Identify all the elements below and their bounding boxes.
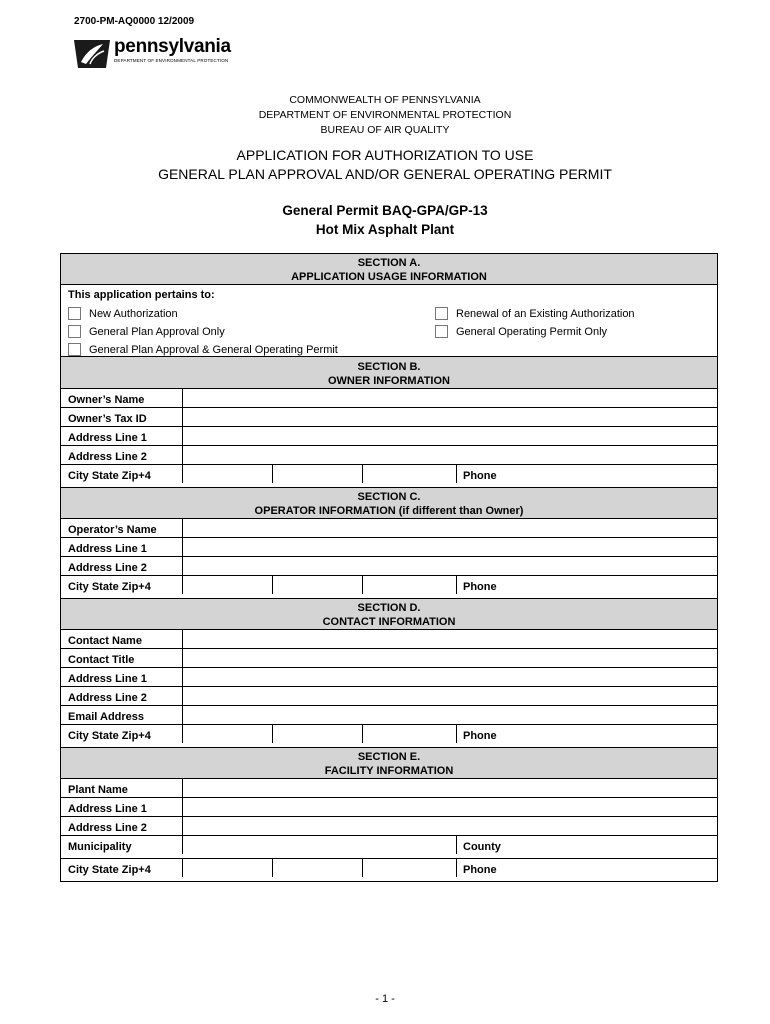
page-number: - 1 -	[375, 993, 395, 1005]
title-line: APPLICATION FOR AUTHORIZATION TO USE	[236, 147, 534, 163]
section-subtitle: APPLICATION USAGE INFORMATION	[291, 271, 487, 283]
form-row	[61, 817, 717, 836]
option-label: General Plan Approval & General Operating Permit	[89, 343, 338, 356]
form-row	[61, 389, 717, 408]
usage-options	[61, 285, 717, 357]
facility-csz-label: City State Zip+4	[61, 859, 183, 877]
municipality-field[interactable]	[183, 836, 457, 854]
option-label: New Authorization	[89, 307, 178, 320]
operator-address1-field[interactable]	[183, 538, 717, 556]
facility-address2-label: Address Line 2	[61, 817, 183, 835]
section-a-header	[61, 254, 717, 285]
facility-city-field[interactable]	[183, 859, 273, 877]
form-row	[61, 408, 717, 427]
operator-csz-label: City State Zip+4	[61, 576, 183, 594]
owner-address2-field[interactable]	[183, 446, 717, 464]
plant-name-label: Plant Name	[61, 779, 183, 797]
form-row	[61, 725, 717, 748]
form-row	[61, 836, 717, 859]
operator-name-field[interactable]	[183, 519, 717, 537]
option-label: Renewal of an Existing Authorization	[456, 307, 635, 320]
operator-state-field[interactable]	[273, 576, 363, 594]
operator-zip-field[interactable]	[363, 576, 457, 594]
municipality-label: Municipality	[61, 836, 183, 854]
contact-address2-field[interactable]	[183, 687, 717, 705]
facility-address1-field[interactable]	[183, 798, 717, 816]
owner-city-field[interactable]	[183, 465, 273, 483]
owner-zip-field[interactable]	[363, 465, 457, 483]
application-form	[60, 253, 718, 882]
agency-line: DEPARTMENT OF ENVIRONMENTAL PROTECTION	[258, 109, 512, 121]
contact-email-label: Email Address	[61, 706, 183, 724]
section-subtitle: OPERATOR INFORMATION (if different than Owner)	[254, 505, 524, 517]
subtitle-line: Hot Mix Asphalt Plant	[315, 222, 455, 237]
option-renewal[interactable]	[435, 307, 635, 320]
section-subtitle: CONTACT INFORMATION	[322, 616, 456, 628]
form-row	[61, 687, 717, 706]
section-title: SECTION D.	[357, 602, 421, 614]
contact-address1-field[interactable]	[183, 668, 717, 686]
form-row	[61, 446, 717, 465]
checkbox[interactable]	[68, 325, 81, 338]
plant-name-field[interactable]	[183, 779, 717, 797]
facility-address1-label: Address Line 1	[61, 798, 183, 816]
operator-address2-field[interactable]	[183, 557, 717, 575]
contact-title-field[interactable]	[183, 649, 717, 667]
owner-address1-field[interactable]	[183, 427, 717, 445]
facility-phone-label: Phone	[463, 864, 497, 876]
county-label: County	[463, 841, 501, 853]
checkbox[interactable]	[68, 307, 81, 320]
operator-city-field[interactable]	[183, 576, 273, 594]
owner-csz-label: City State Zip+4	[61, 465, 183, 483]
form-subtitle	[0, 201, 770, 239]
form-row	[61, 576, 717, 599]
checkbox[interactable]	[435, 325, 448, 338]
option-both[interactable]	[68, 343, 338, 356]
contact-phone-label: Phone	[463, 730, 497, 742]
pertains-label: This application pertains to:	[68, 289, 215, 301]
agency-line: BUREAU OF AIR QUALITY	[320, 124, 450, 136]
contact-email-field[interactable]	[183, 706, 717, 724]
contact-city-field[interactable]	[183, 725, 273, 743]
option-plan-approval-only[interactable]	[68, 325, 225, 338]
owner-name-label: Owner’s Name	[61, 389, 183, 407]
agency-line: COMMONWEALTH OF PENNSYLVANIA	[289, 94, 481, 106]
form-row	[61, 465, 717, 488]
contact-address2-label: Address Line 2	[61, 687, 183, 705]
section-title: SECTION E.	[357, 751, 421, 763]
owner-address1-label: Address Line 1	[61, 427, 183, 445]
option-operating-permit-only[interactable]	[435, 325, 607, 338]
form-code: 2700-PM-AQ0000 12/2009	[74, 16, 195, 27]
title-line: GENERAL PLAN APPROVAL AND/OR GENERAL OPERATING PERMIT	[158, 166, 612, 182]
logo-department: DEPARTMENT OF ENVIRONMENTAL PROTECTION	[114, 58, 229, 63]
section-title: SECTION B.	[357, 361, 421, 373]
section-b-header	[61, 357, 717, 389]
owner-address2-label: Address Line 2	[61, 446, 183, 464]
contact-zip-field[interactable]	[363, 725, 457, 743]
option-new-authorization[interactable]	[68, 307, 178, 320]
contact-title-label: Contact Title	[61, 649, 183, 667]
form-row	[61, 519, 717, 538]
section-subtitle: OWNER INFORMATION	[327, 375, 450, 387]
section-c-header	[61, 488, 717, 519]
form-row	[61, 798, 717, 817]
section-title: SECTION A.	[357, 257, 421, 269]
form-row	[61, 668, 717, 687]
contact-name-label: Contact Name	[61, 630, 183, 648]
form-title	[0, 146, 770, 184]
form-row	[61, 706, 717, 725]
operator-phone-label: Phone	[463, 581, 497, 593]
checkbox[interactable]	[68, 343, 81, 356]
operator-name-label: Operator’s Name	[61, 519, 183, 537]
operator-address2-label: Address Line 2	[61, 557, 183, 575]
form-row	[61, 630, 717, 649]
section-subtitle: FACILITY INFORMATION	[324, 765, 454, 777]
logo-wordmark: pennsylvania	[114, 36, 231, 57]
owner-name-field[interactable]	[183, 389, 717, 407]
option-label: General Plan Approval Only	[89, 325, 225, 338]
form-row	[61, 538, 717, 557]
operator-address1-label: Address Line 1	[61, 538, 183, 556]
contact-name-field[interactable]	[183, 630, 717, 648]
form-row	[61, 779, 717, 798]
form-row	[61, 649, 717, 668]
form-row	[61, 427, 717, 446]
section-d-header	[61, 599, 717, 630]
contact-address1-label: Address Line 1	[61, 668, 183, 686]
facility-address2-field[interactable]	[183, 817, 717, 835]
section-title: SECTION C.	[357, 491, 421, 503]
contact-state-field[interactable]	[273, 725, 363, 743]
owner-state-field[interactable]	[273, 465, 363, 483]
option-label: General Operating Permit Only	[456, 325, 608, 338]
checkbox[interactable]	[435, 307, 448, 320]
facility-zip-field[interactable]	[363, 859, 457, 877]
owner-tax-id-field[interactable]	[183, 408, 717, 426]
owner-phone-label: Phone	[463, 470, 497, 482]
form-row	[61, 859, 717, 881]
facility-state-field[interactable]	[273, 859, 363, 877]
form-row	[61, 557, 717, 576]
subtitle-line: General Permit BAQ-GPA/GP-13	[282, 203, 488, 218]
section-e-header	[61, 748, 717, 779]
contact-csz-label: City State Zip+4	[61, 725, 183, 743]
agency-block	[0, 93, 770, 138]
owner-tax-id-label: Owner’s Tax ID	[61, 408, 183, 426]
